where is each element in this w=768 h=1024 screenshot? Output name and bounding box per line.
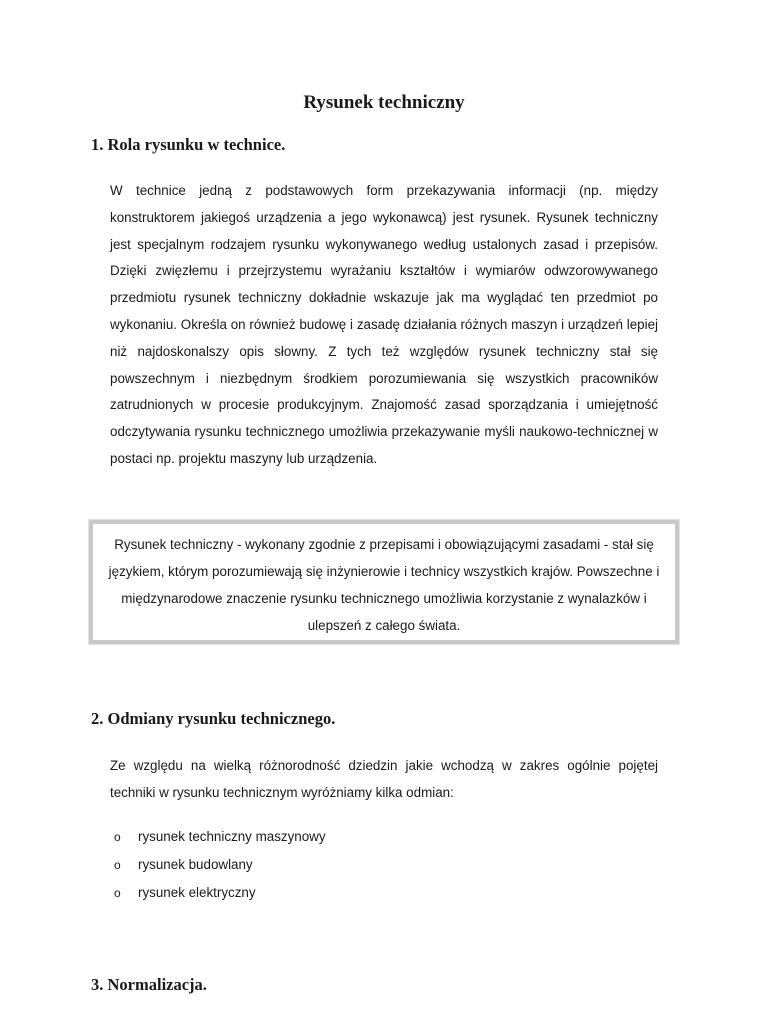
section-1-paragraph: W technice jedną z podstawowych form przekazywania informacji (np. między konstruktorem jakiegoś urządzenia a jego wykonawcą) jest rysunek. Rysunek techniczny jest specjalnym rodzajem rysunku wykonywanego według ustalonych zasad i przepisów. Dzięki zwięzłemu i przejrzystemu wyrażaniu kształtów i wymiarów odwzorowywanego przedmiotu rysunek techniczny dokładnie wskazuje jak ma wyglądać ten przedmiot po wykonaniu. Określa on również budowę i zasadę działania różnych maszyn i urządzeń lepiej niż najdoskonalszy opis słowny. Z tych też względów rysunek techniczny stał się powszechnym i niezbędnym środkiem porozumiewania się wszystkich pracowników zatrudnionych w procesie produkcyjnym. Znajomość zasad sporządzania i umiejętność odczytywania rysunku technicznego umożliwia przekazywanie myśli naukowo-technicznej w postaci np. projektu maszyny lub urządzenia. (110, 183, 658, 466)
section-3-heading: 3. Normalizacja. (91, 975, 207, 994)
definition-box (89, 520, 679, 644)
definition-text: Rysunek techniczny - wykonany zgodnie z przepisami i obowiązującymi zasadami - stał się językiem, którym porozumiewają się inżynierowie i technicy wszystkich krajów. Powszechne i międzynarodowe znaczenie rysunku technicznego umożliwia korzystanie z wynalazków i ulepszeń z całego świata. (108, 537, 660, 633)
section-1-heading: 1. Rola rysunku w technice. (91, 135, 286, 154)
bullet-marker: o (114, 830, 121, 844)
list-item (114, 879, 326, 907)
bullet-marker: o (114, 858, 121, 872)
document-title: Rysunek techniczny (303, 92, 465, 113)
list-item-text: rysunek budowlany (138, 857, 253, 872)
list-item-text: rysunek elektryczny (138, 885, 256, 900)
section-2-heading: 2. Odmiany rysunku technicznego. (91, 709, 336, 728)
list-item-text: rysunek techniczny maszynowy (138, 829, 326, 844)
section-2-paragraph: Ze względu na wielką różnorodność dziedzin jakie wchodzą w zakres ogólnie pojętej techniki w rysunku technicznym wyróżniamy kilka odmian: (110, 758, 658, 800)
list-item (114, 823, 326, 851)
list-item (114, 851, 326, 879)
drawing-types-list (114, 823, 326, 907)
bullet-marker: o (114, 886, 121, 900)
